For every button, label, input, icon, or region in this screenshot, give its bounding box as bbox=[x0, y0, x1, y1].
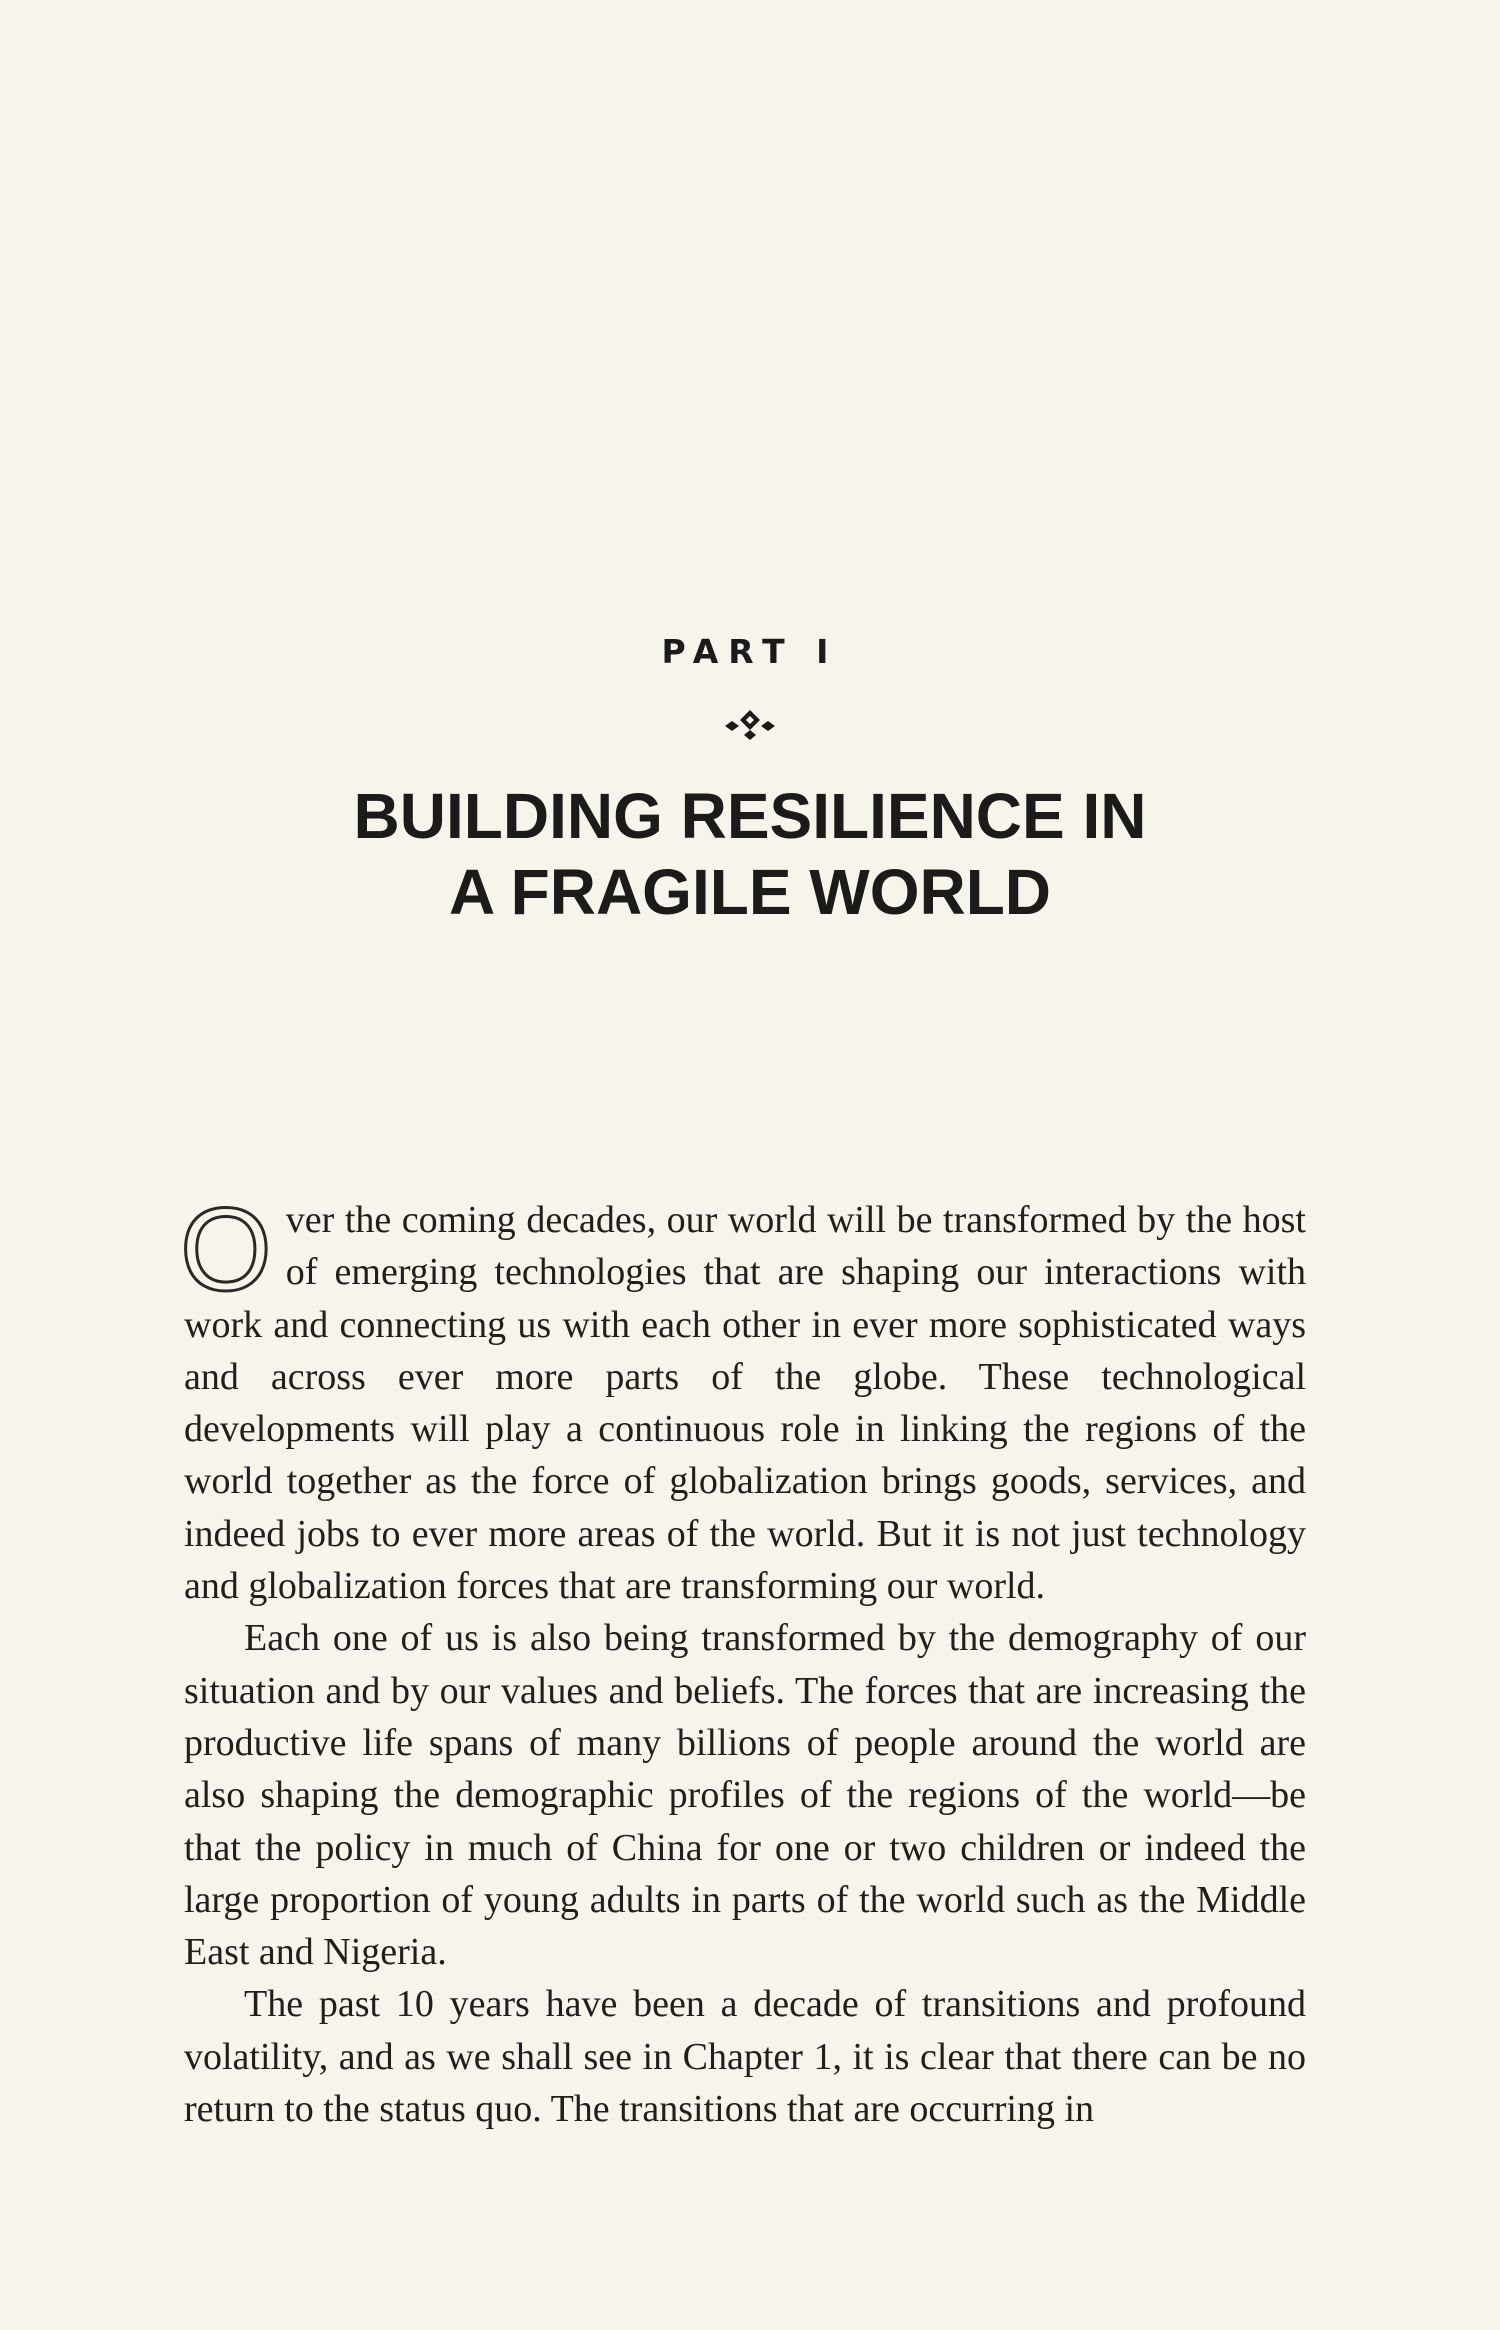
part-title-line-1: BUILDING RESILIENCE IN bbox=[353, 780, 1147, 852]
paragraph-1 bbox=[180, 1184, 1306, 1612]
paragraph-2: Each one of us is also being transformed by the demography of our situation and by our values and beliefs. The forces that are increasing the productive life spans of many billions of people around the world are also shaping the demographic profiles of the regions of the world—be that the policy in much of China for one or two children or indeed the large proportion of young adults in parts of the world such as the Middle East and Nigeria. bbox=[184, 1617, 1306, 1974]
part-title-line-2: A FRAGILE WORLD bbox=[449, 856, 1051, 928]
paragraph-3: The past 10 years have been a decade of transitions and profound volatility, and as we shall see in Chapter 1, it is clear that there can be no return to the status quo. The transitions that are occurring in bbox=[184, 1983, 1306, 2131]
paragraph-1-text: ver the coming decades, our world will be transformed by the host of emerging technologies that are shaping our interactions with work and connecting us with each other in ever more sophisticated ways and across ever more parts of the globe. These technological developments will play a continuous role in linking the regions of the world together as the force of globalization brings goods, services, and indeed jobs to ever more areas of the world. But it is not just technology and globalization forces that are transforming our world. bbox=[184, 1199, 1306, 1608]
part-title bbox=[0, 778, 1500, 930]
body-text bbox=[180, 1184, 1306, 2135]
part-label: PART I bbox=[661, 632, 839, 671]
diamond-ornament-icon bbox=[722, 708, 778, 742]
drop-cap: O bbox=[180, 1184, 272, 1316]
